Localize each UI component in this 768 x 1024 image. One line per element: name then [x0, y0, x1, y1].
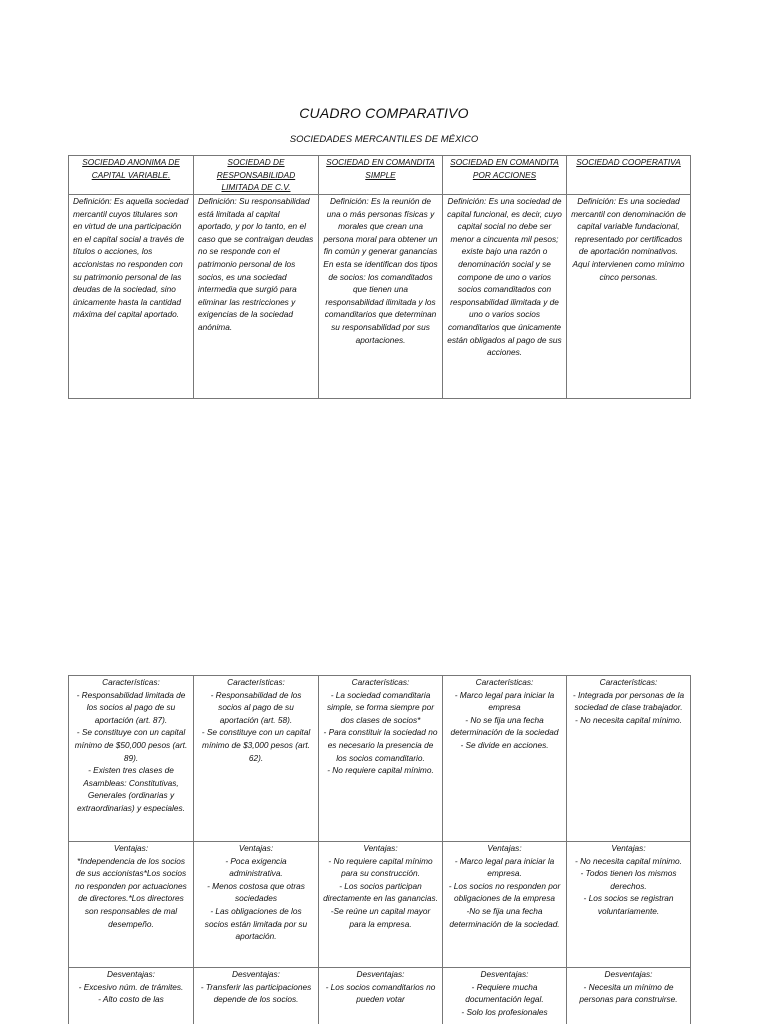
document-subtitle: SOCIEDADES MERCANTILES DE MÉXICO [289, 134, 479, 145]
definition-comandita-acciones: Definición: Es una sociedad de capital funcional, es decir, cuyo capital social no debe ser menor a cincuenta mil pesos; existe bajo una razón o denominación social y se compone de uno o varios socios comanditados con responsabilidad ilimitada y de uno o varios socios comanditarios que únicamente están obligados al pago de sus acciones. [443, 195, 567, 399]
table-header-row [69, 156, 691, 195]
ventajas-comandita-acciones: Ventajas: - Marco legal para iniciar la empresa. - Los socios no responden por obligaciones de la empresa -No se fija una fecha determinación de la sociedad. [448, 843, 561, 929]
header-comandita-simple: SOCIEDAD EN COMANDITA SIMPLE [319, 156, 443, 195]
caracteristicas-comandita-simple: Características: - La sociedad comanditaria simple, se forma siempre por dos clases de socios* - Para constituir la sociedad no es necesario la presencia de los socios comanditario. - No requiere capital mínimo. [323, 677, 438, 776]
desventajas-sa-cv: Desventajas: - Excesivo núm. de trámites. - Alto costo de las [78, 969, 184, 1005]
desventajas-srl-cv: Desventajas: - Transferir las participaciones depende de los socios. [200, 969, 312, 1005]
ventajas-sa-cv: Ventajas: *Independencia de los socios de sus accionistas*Los socios no responden por actuaciones de directores.*Los directores son responsables de mal desempeño. [75, 843, 187, 929]
definition-comandita-simple: Definición: Es la reunión de una o más personas físicas y morales que crean una persona moral para obtener un fin común y generar ganancias En esta se identifican dos tipos de socios: los comanditados que tienen una responsabilidad ilimitada y los comanditarios que determinan su responsabilidad por sus aportaciones. [319, 195, 443, 399]
desventajas-comandita-acciones: Desventajas: - Requiere mucha documentación legal. - Solo los profesionales [461, 969, 548, 1017]
comparison-table-details [68, 675, 691, 1024]
header-comandita-acciones: SOCIEDAD EN COMANDITA POR ACCIONES [443, 156, 567, 195]
definition-cooperativa: Definición: Es una sociedad mercantil con denominación de capital variable fundacional, representado por certificados de aportación nominativos. Aquí intervienen como mínimo cinco personas. [567, 195, 691, 399]
header-srl-cv: SOCIEDAD DE RESPONSABILIDAD LIMITADA DE C.V. [194, 156, 319, 195]
desventajas-comandita-simple: Desventajas: - Los socios comanditarios no pueden votar [325, 969, 436, 1005]
caracteristicas-row [69, 676, 691, 842]
caracteristicas-srl-cv: Características: - Responsabilidad de los socios al pago de su aportación (art. 58). - Se constituye con un capital mínimo de $3,000 pesos (art. 62). [201, 677, 311, 763]
desventajas-row [69, 968, 691, 1024]
header-sa-cv: SOCIEDAD ANONIMA DE CAPITAL VARIABLE. [69, 156, 194, 195]
definition-sa-cv: Definición: Es aquella sociedad mercantil cuyos titulares son en virtud de una participación en el capital social a través de títulos o acciones, los accionistas no responden con su patrimonio personal de las deudas de la sociedad, sino únicamente hasta la cantidad máxima del capital aportado. [69, 195, 194, 399]
header-cooperativa: SOCIEDAD COOPERATIVA [567, 156, 691, 195]
ventajas-row [69, 842, 691, 968]
document-title: CUADRO COMPARATIVO [299, 105, 469, 121]
caracteristicas-comandita-acciones: Características: - Marco legal para iniciar la empresa - No se fija una fecha determinación de la sociedad - Se divide en acciones. [450, 677, 559, 750]
caracteristicas-sa-cv: Características: - Responsabilidad limitada de los socios al pago de su aportación (art. 87). - Se constituye con un capital mínimo de $50,000 pesos (art. 89). - Existen tres clases de Asambleas: Constitutivas, Generales (ordinarias y extraordinarias) y especiales. [74, 677, 188, 813]
definition-row [69, 195, 691, 399]
definition-srl-cv: Definición: Su responsabilidad está limitada al capital aportado, y por lo tanto, en el caso que se contraigan deudas no se responde con el patrimonio personal de los socios, es una sociedad intermedia que surgió para eliminar las restricciones y exigencias de la sociedad anónima. [194, 195, 319, 399]
caracteristicas-cooperativa: Características: - Integrada por personas de la sociedad de clase trabajador. - No necesita capital mínimo. [572, 677, 685, 725]
desventajas-cooperativa: Desventajas: - Necesita un mínimo de personas para construirse. [579, 969, 678, 1005]
ventajas-srl-cv: Ventajas: - Poca exigencia administrativa. - Menos costosa que otras sociedades - Las obligaciones de los socios están limitada por su aportación. [204, 843, 308, 942]
comparison-table-definitions [68, 155, 691, 399]
ventajas-comandita-simple: Ventajas: - No requiere capital mínimo para su construcción. - Los socios participan directamente en las ganancias. -Se reúne un capital mayor para la empresa. [323, 843, 438, 929]
ventajas-cooperativa: Ventajas: - No necesita capital mínimo. - Todos tienen los mismos derechos. - Los socios se registran voluntariamente. [575, 843, 682, 916]
